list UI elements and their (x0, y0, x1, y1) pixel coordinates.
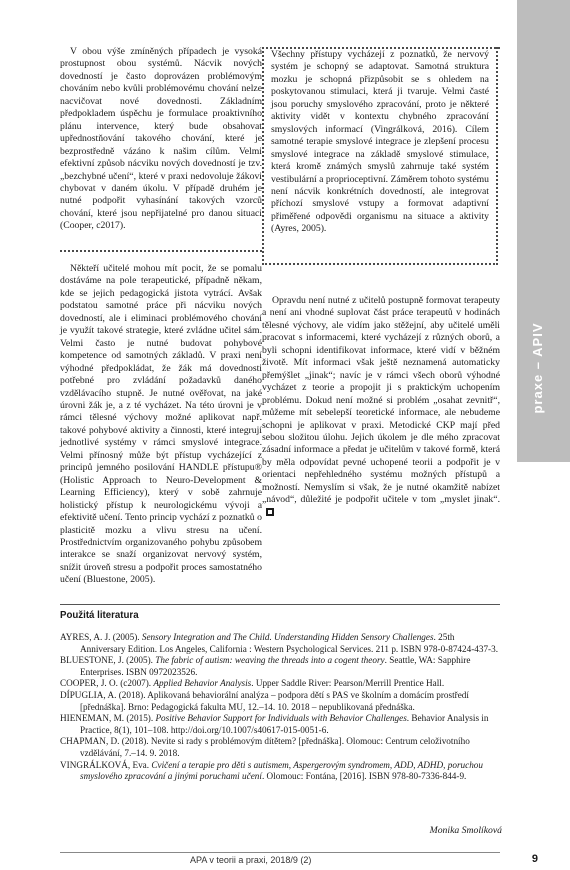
reference-item: VINGRÁLKOVÁ, Eva. Cvičení a terapie pro děti s autismem, Aspergerovým syndromem, ADD, ADHD, poruchou smyslového zpracování a jinými poruchami učení. Olomouc: Fontána, [2016]. ISBN 978-80-7336-844-9. (60, 759, 483, 782)
highlight-box (262, 47, 498, 265)
reference-item: BLUESTONE, J. (2005). The fabric of autism: weaving the threads into a cogent theory. Seattle, WA: Sapphire Enterprises. ISBN 0972023526. (60, 655, 471, 677)
reference-item: HIENEMAN, M. (2015). Positive Behavior Support for Individuals with Behavior Challenges. Behavior Analysis in Practice, 8(1), 101–108. http://doi.org/10.1007/s40617-015-0051-6. (60, 713, 489, 735)
section-tab-label: praxe – APIV (530, 322, 545, 414)
body-paragraph: V obou výše zmíněných případech je vysoká prostupnost obou systémů. Nácvik nových dovedností je často doprovázen problémovým chováním nebo kvůli problémovému chování nelze nacvičovat nové dovednosti. Základním předpokladem úspěchu je formulace proaktivního plánu intervence, který bude obsahovat upřednostňování takového chování, které je bezprostředně vázáno k našim cílům. Velmi efektivní způsob nácviku nových dovedností je tzv. „bezchybné učení“, které v praxi nedovoluje žákovi chybovat v daném úkolu. V případě druhém je nutné podpořit vyhasínání takových vzorců chování, které jsou nepřijatelné pro danou situaci (Cooper, c2017). (60, 46, 262, 232)
reference-item: CHAPMAN, D. (2018). Nevite si rady s problémovým dítětem? [přednáška]. Olomouc: Centrum celoživotního vzdělávání, 7.–14. 9. 2018. (60, 736, 470, 758)
page-number: 9 (531, 853, 538, 865)
reference-item: AYRES, A. J. (2005). Sensory Integration and The Child. Understanding Hidden Sensory Challenges. 25th Anniversary Edition. Los Angeles, California : Western Psychological Services. 211 p. ISBN 978-0-87424-437-3. (60, 632, 498, 654)
article-author: Monika Smolíková (429, 825, 502, 836)
dotted-divider (60, 250, 262, 252)
body-paragraph (262, 295, 500, 519)
paragraph-text: Opravdu není nutné z učitelů postupně formovat terapeuty a není ani vhodné suplovat část práce terapeutů v hodinách tělesné výchovy, ale vidím jako stěžejní, aby učitelé uměli pracovat s informacemi, které vycházejí z různých oborů, a byli schopni identifikovat informace, které vidí v běžném životě. Mít informaci však ještě neznamená automaticky přemýšlet „jinak“; navíc je v rámci všech oborů výhodné vycházet z teorie a propojit ji s praktickým uchopením problému. Dokud není možné si problém „osahat zevnitř“, můžeme mít sebelepší teoretické informace, ale nebudeme schopni je aplikovat v praxi. Metodické CKP mají před sebou složitou úlohu. Jejich úkolem je dle mého zpracovat zásadní informace a předat je učitelům v takové formě, která by měla odpovídat pevné uchopené teorii a podpořit je v orientaci nepřehledného systému možných přístupů a možností. Nemyslím si však, že je nutné okamžitě nabízet „návod“, důležité je podpořit učitele v tom „myslet jinak“. (262, 295, 500, 506)
left-column-top (60, 46, 262, 233)
references-list (60, 632, 500, 783)
references-heading: Použitá literatura (60, 610, 139, 621)
end-mark-icon (266, 508, 274, 516)
journal-footer: APA v teorii a praxi, 2018/9 (2) (190, 855, 312, 865)
left-column-bottom (60, 263, 262, 587)
footer-rule (60, 852, 500, 853)
reference-item: DÍPUGLIA, A. (2018). Aplikovaná behaviorální analýza – podpora dětí s PAS ve školním a domácím prostředí [přednáška]. Brno: Pedagogická fakulta MU, 12.–14. 10. 2018 – nepublikovaná přednáška. (60, 689, 469, 712)
references-rule (60, 604, 500, 605)
reference-item: COOPER, J. O. (c2007). Applied Behavior Analysis. Upper Saddle River: Pearson/Merrill Prentice Hall. (60, 678, 445, 689)
box-text: Všechny přístupy vycházejí z poznatků, že nervový systém je schopný se adaptovat. Samotná struktura mozku je schopná přizpůsobit se s ohledem na poskytovanou stimulaci, která ji tvaruje. Velmi časté jsou poruchy smyslového zpracování, proto je některé aktivity vidět v kontextu chybného zpracování smyslových informací (Vingrálková, 2016). Cílem samotné terapie smyslové integrace je zlepšení procesu smyslové integrace na základě smyslové stimulace, která kromě známých smyslů zahrnuje také systém vestibulární a proprioceptivní. Záměrem tohoto systému není nácvik konkrétních dovedností, ale integrovat příchozí smyslové vstupy a formovat adaptivní přiměřené odpovědi organismu na situace a aktivity (Ayres, 2005). (271, 49, 489, 235)
right-column-bottom (262, 295, 500, 519)
body-paragraph: Někteří učitelé mohou mít pocit, že se pomalu dostáváme na pole terapeutické, případně někam, kde se jejich pedagogická jistota vytrácí. Avšak podstatou samotné práce při nácviku nových dovedností, ale i eliminaci problémového chování je využít takové strategie, které zvládne učitel sám. Velmi často je nutné budovat pohybové kompetence od samotných základů. V praxi není výhodné předpokládat, že žák má dovednosti potřebné pro zvládání požadavků daného vzdělávacího stupně. Je nutné ověřovat, na jaké úrovni žák je, a z té vycházet. Na této úrovni je v rámci tělesné výchovy možné aplikovat např. takové pohybové aktivity a činnosti, které integrují jednotlivé systémy v rámci smyslové integrace. Velmi přínosný může být přístup vycházející z principů jemného posilování HANDLE přístupu® (Holistic Approach to Neuro-Development & Learning Efficiency), který v sobě zahrnuje holistický přístup k neurologickému vývoji a efektivitě učení. Tento princip vychází z poznatků o plasticitě mozku a vlivu stresu na učení. Prostřednictvím organizovaného pohybu způsobem interakce se snaží organizovat nervový systém, snížit úroveň stresu a podpořit proces samostatného učení (Bluestone, 2005). (60, 263, 262, 586)
